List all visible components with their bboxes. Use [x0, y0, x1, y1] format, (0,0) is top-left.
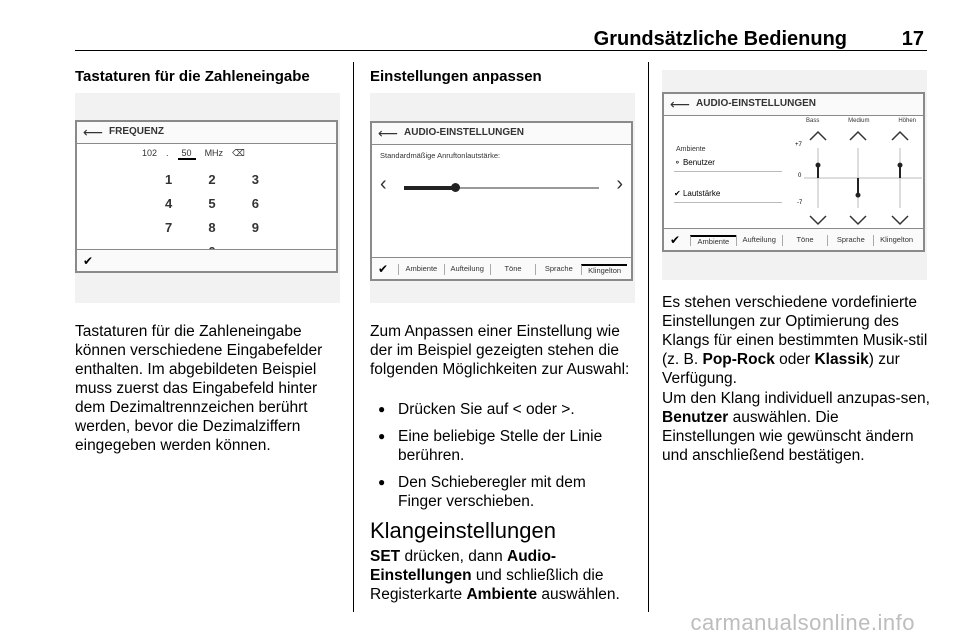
confirm-check-icon: ✔ — [83, 254, 94, 268]
scale-top: +7 — [795, 142, 802, 148]
list-item: ● Eine beliebige Stelle der Linie berühren. — [370, 427, 632, 465]
col2-intro: Zum Anpassen einer Einstellung wie der im Beispiel gezeigten stehen die folgenden Möglichkeiten zur Auswahl: — [370, 323, 630, 378]
page-header — [75, 25, 927, 51]
screen-title: AUDIO-EINSTELLUNGEN — [696, 98, 816, 109]
radio-icon: ⚬ — [674, 158, 681, 167]
frequency-keypad-screenshot — [75, 93, 340, 303]
screen-title: FREQUENZ — [109, 126, 164, 137]
tab-klingelton: Klingelton — [581, 264, 627, 275]
band-label-bass: Bass — [806, 118, 820, 124]
section-heading: Klangeinstellungen — [370, 518, 556, 543]
tab-sprache: Sprache — [827, 235, 873, 246]
col3-paragraph-2: Um den Klang individuell anzupas-sen, Benutzer auswählen. Die Einstellungen wie gewünscht ändern und anschließend bestätigen. — [662, 390, 930, 464]
band-knob — [898, 163, 903, 168]
frequency-integer-field: 102 — [142, 148, 158, 158]
col2-heading: Einstellungen anpassen — [370, 68, 542, 85]
backspace-icon: ⌫ — [232, 148, 245, 158]
option-benutzer: ⚬ Benutzer — [674, 158, 782, 172]
audio-settings-keyword: Audio-Einstellungen — [370, 548, 557, 584]
chevron-down-icon — [892, 216, 908, 224]
band-knob — [856, 193, 861, 198]
decrease-arrow-icon: ‹ — [380, 173, 387, 195]
chevron-up-icon — [810, 132, 826, 140]
benutzer-keyword: Benutzer — [662, 409, 729, 426]
confirm-check-icon: ✔ — [378, 262, 389, 276]
frequency-decimal-field: 50 — [178, 148, 196, 160]
key-1: 1 — [165, 172, 173, 187]
tab-klingelton: Klingelton — [873, 235, 919, 246]
chevron-down-icon — [810, 216, 826, 224]
setting-label: Standardmäßige Anruftonlautstärke: — [380, 151, 501, 160]
scale-mid: 0 — [798, 173, 802, 179]
key-4: 4 — [165, 196, 173, 211]
page-number: 17 — [901, 28, 924, 50]
slider-knob — [451, 183, 460, 192]
list-item: ● Drücken Sie auf < oder >. — [370, 400, 632, 419]
column-divider-2 — [648, 62, 649, 612]
set-keyword: SET — [370, 548, 401, 565]
checkbox-checked-icon: ✔ — [674, 189, 681, 198]
back-arrow-icon: ⟵ — [378, 125, 399, 141]
col1-paragraph: Tastaturen für die Zahleneingabe können verschiedene Eingabefelder enthalten. Im abgebildeten Beispiel muss zuerst das Eingabefeld hinter dem Dezimaltrennzeichen berührt werden, bevor die Dezimalziffern eingegeben werden können. — [75, 323, 323, 454]
klassik-keyword: Klassik — [814, 351, 869, 368]
tab-ambiente: Ambiente — [690, 235, 736, 246]
decimal-separator: . — [166, 148, 169, 158]
chevron-up-icon — [850, 132, 866, 140]
key-6: 6 — [251, 196, 259, 211]
ambiente-keyword: Ambiente — [466, 586, 538, 603]
watermark: carmanualsonline.info — [690, 610, 915, 635]
column-divider-1 — [353, 62, 354, 612]
option-lautstaerke: ✔ Lautstärke — [674, 189, 782, 203]
pop-rock-keyword: Pop-Rock — [702, 351, 775, 368]
tab-aufteilung: Aufteilung — [444, 264, 490, 275]
key-8: 8 — [208, 220, 216, 235]
unit-label: MHz — [204, 148, 224, 158]
options-list — [370, 400, 632, 519]
col1-heading: Tastaturen für die Zahleneingabe — [75, 68, 310, 85]
col3-paragraph-1: Es stehen verschiedene vordefinierte Einstellungen zur Optimierung des Klangs für einen bestimmten Musik-stil (z. B. Pop-Rock oder Klassik) zur Verfügung. — [662, 294, 928, 387]
col2-instructions: SET drücken, dann Audio-Einstellungen und schließlich die Registerkarte Ambiente auswählen. — [370, 548, 620, 603]
key-7: 7 — [165, 220, 173, 235]
band-label-hoehen: Höhen — [898, 118, 916, 124]
tab-aufteilung: Aufteilung — [736, 235, 782, 246]
chevron-down-icon — [850, 216, 866, 224]
band-knob — [816, 163, 821, 168]
key-9: 9 — [251, 220, 259, 235]
page-title: Grundsätzliche Bedienung — [593, 28, 847, 50]
tab-toene: Töne — [782, 235, 828, 246]
key-2: 2 — [208, 172, 216, 187]
ambiente-label: Ambiente — [676, 146, 706, 153]
tab-toene: Töne — [490, 264, 536, 275]
scale-bottom: -7 — [797, 200, 803, 206]
screen-title: AUDIO-EINSTELLUNGEN — [404, 127, 524, 138]
tab-ambiente: Ambiente — [398, 264, 444, 275]
numeric-keypad — [147, 172, 277, 259]
band-label-medium: Medium — [848, 118, 870, 124]
back-arrow-icon: ⟵ — [83, 124, 104, 140]
tab-sprache: Sprache — [535, 264, 581, 275]
list-item: ● Den Schieberegler mit dem Finger verschieben. — [370, 473, 632, 511]
increase-arrow-icon: › — [616, 173, 623, 195]
key-5: 5 — [208, 196, 216, 211]
chevron-up-icon — [892, 132, 908, 140]
volume-slider — [404, 187, 599, 189]
audio-equalizer-screenshot — [662, 70, 927, 280]
confirm-check-icon: ✔ — [670, 233, 681, 247]
key-3: 3 — [251, 172, 259, 187]
audio-settings-slider-screenshot — [370, 93, 635, 303]
back-arrow-icon: ⟵ — [670, 96, 691, 112]
